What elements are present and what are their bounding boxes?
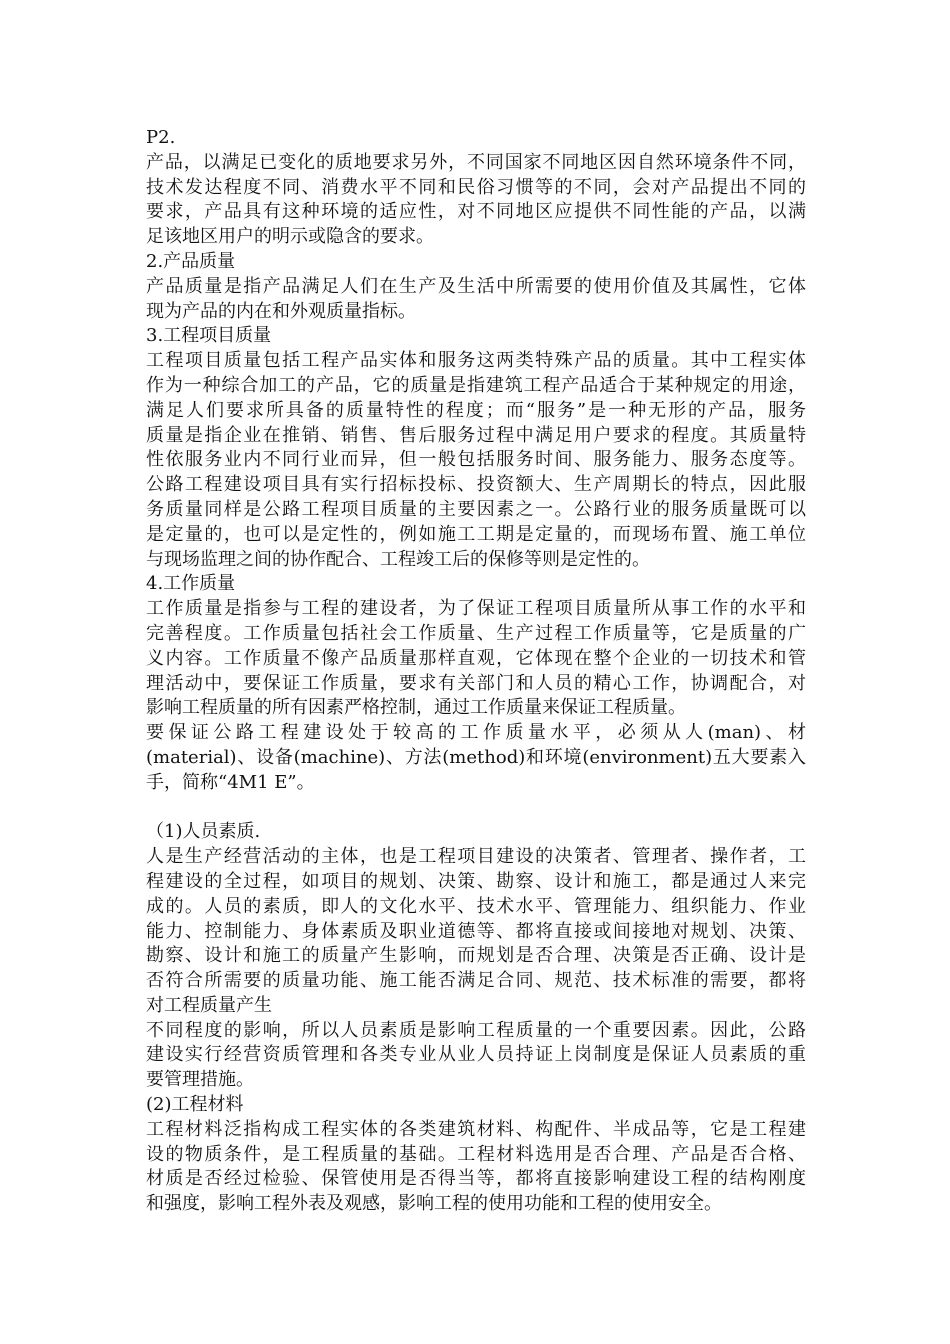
text-line: 对工程质量产生 xyxy=(146,994,272,1016)
text-line: 能力、控制能力、身体素质及职业道德等、都将直接或间接地对规划、决策、 xyxy=(146,920,806,942)
text-line: 和强度，影响工程外表及观感，影响工程的使用功能和工程的使用安全。 xyxy=(146,1193,722,1215)
text-line: 3.工程项目质量 xyxy=(146,325,272,347)
text-line: 完善程度。工作质量包括社会工作质量、生产过程工作质量等，它是质量的广 xyxy=(146,622,806,644)
text-line: 满足人们要求所具备的质量特性的程度；而“服务”是一种无形的产品，服务 xyxy=(146,399,806,421)
text-line: 影响工程质量的所有因素严格控制，通过工作质量来保证工程质量。 xyxy=(146,697,686,719)
text-line xyxy=(146,796,806,821)
text-line: P2. xyxy=(146,127,176,148)
text-line: 工程材料泛指构成工程实体的各类建筑材料、构配件、半成品等，它是工程建 xyxy=(146,1118,806,1140)
text-line: 设的物质条件，是工程质量的基础。工程材料选用是否合理、产品是否合格、 xyxy=(146,1143,806,1165)
text-line: (2)工程材料 xyxy=(146,1094,244,1116)
text-line: 工作质量是指参与工程的建设者，为了保证工程项目质量所从事工作的水平和 xyxy=(146,598,806,620)
text-line: 工程项目质量包括工程产品实体和服务这两类特殊产品的质量。其中工程实体 xyxy=(146,350,806,372)
text-line: 2.产品质量 xyxy=(146,250,236,272)
text-line: 产品，以满足已变化的质地要求另外，不同国家不同地区因自然环境条件不同， xyxy=(146,151,806,173)
text-line: 义内容。工作质量不像产品质量那样直观，它体现在整个企业的一切技术和管 xyxy=(146,647,806,669)
text-line: 质量是指企业在推销、销售、售后服务过程中满足用户要求的程度。其质量特 xyxy=(146,424,806,446)
text-line: 技术发达程度不同、消费水平不同和民俗习惯等的不同，会对产品提出不同的 xyxy=(146,176,806,198)
text-line: 是定量的，也可以是定性的，例如施工工期是定量的，而现场布置、施工单位 xyxy=(146,523,806,545)
text-line: 4.工作质量 xyxy=(146,573,236,595)
text-line: 足该地区用户的明示或隐含的要求。 xyxy=(146,226,434,248)
text-line: 与现场监理之间的协作配合、工程竣工后的保修等则是定性的。 xyxy=(146,548,650,570)
text-line: 要保证公路工程建设处于较高的工作质量水平，必须从人(man)、材 xyxy=(146,722,806,744)
text-line: 要求，产品具有这种环境的适应性，对不同地区应提供不同性能的产品，以满 xyxy=(146,201,806,223)
text-line: 现为产品的内在和外观质量指标。 xyxy=(146,300,416,322)
text-line: 程建设的全过程，如项目的规划、决策、勘察、设计和施工，都是通过人来完 xyxy=(146,870,806,892)
text-line: 否符合所需要的质量功能、施工能否满足合同、规范、技术标准的需要，都将 xyxy=(146,970,806,992)
text-line: 性依服务业内不同行业而异，但一般包括服务时间、服务能力、服务态度等。 xyxy=(146,449,806,471)
text-line: 理活动中，要保证工作质量，要求有关部门和人员的精心工作，协调配合，对 xyxy=(146,672,806,694)
text-line: 建设实行经营资质管理和各类专业从业人员持证上岗制度是保证人员素质的重 xyxy=(146,1044,806,1066)
text-line: 人是生产经营活动的主体，也是工程项目建设的决策者、管理者、操作者，工 xyxy=(146,846,806,868)
text-line: （1)人员素质. xyxy=(146,821,261,843)
text-line: 勘察、设计和施工的质量产生影响，而规划是否合理、决策是否正确、设计是 xyxy=(146,945,806,967)
text-line: 公路工程建设项目具有实行招标投标、投资额大、生产周期长的特点，因此服 xyxy=(146,474,806,496)
text-line: 务质量同样是公路工程项目质量的主要因素之一。公路行业的服务质量既可以 xyxy=(146,498,806,520)
document-page xyxy=(146,126,806,1217)
text-line: 材质是否经过检验、保管使用是否得当等，都将直接影响建设工程的结构刚度 xyxy=(146,1168,806,1190)
text-line: 手，简称“4M1 E”。 xyxy=(146,771,315,793)
text-line: 产品质量是指产品满足人们在生产及生活中所需要的使用价值及其属性，它体 xyxy=(146,275,806,297)
text-line: 不同程度的影响，所以人员素质是影响工程质量的一个重要因素。因此，公路 xyxy=(146,1019,806,1041)
text-line: (material)、设备(machine)、方法(method)和环境(environment)五大要素入 xyxy=(146,746,806,768)
text-line: 作为一种综合加工的产品，它的质量是指建筑工程产品适合于某种规定的用途， xyxy=(146,374,806,396)
text-line: 要管理措施。 xyxy=(146,1069,254,1091)
text-line: 成的。人员的素质，即人的文化水平、技术水平、管理能力、组织能力、作业 xyxy=(146,895,806,917)
